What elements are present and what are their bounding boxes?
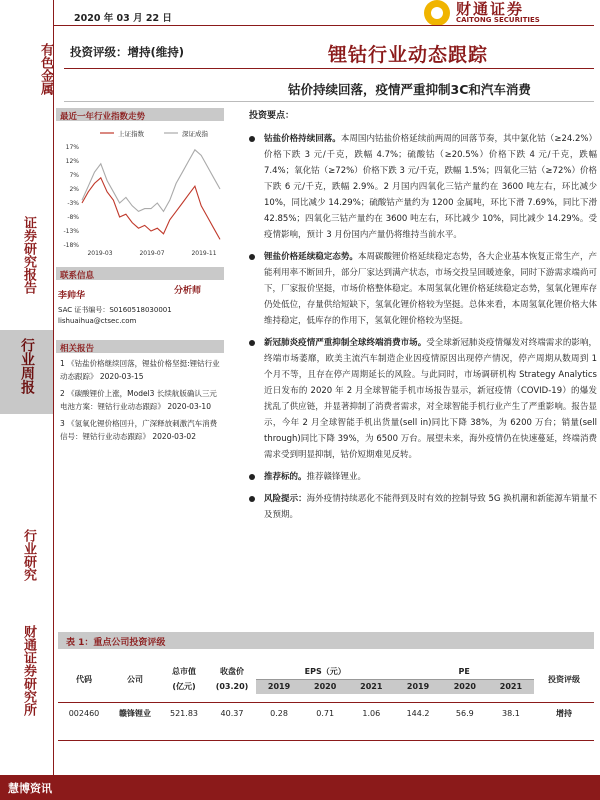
sidebar-research: 行业研究 <box>21 529 36 581</box>
bullet-icon <box>249 496 255 502</box>
y-tick-label: -18% <box>63 242 79 249</box>
bullet-icon <box>249 340 255 346</box>
col-close-date: (03.20) <box>215 682 249 691</box>
key-points-column <box>247 108 597 529</box>
col-year: 2019 <box>394 679 441 694</box>
index-chart-heading: 最近一年行业指数走势 <box>56 108 224 121</box>
key-point-title: 锂盐价格延续稳定态势。 <box>264 252 358 262</box>
related-reports-list <box>56 353 224 447</box>
x-tick-label: 2019-11 <box>191 250 217 257</box>
key-point <box>247 249 597 329</box>
cell-close: 40.37 <box>220 708 244 718</box>
sac-cert: SAC 证书编号：S0160518030001 <box>58 306 172 314</box>
key-point <box>247 131 597 243</box>
key-point-text: 受全球新冠肺炎疫情爆发对终端需求的影响，终端市场萎靡，欧美主流汽车制造企业因疫情原因出现停产情况，停产周期从数周到 1 个月不等，且存在停产周期延长的风险。与此同时，市场调研机构 Strategy Analytics 近日发布的 2020 年 2 月全球智能手机市场报告显示，新冠疫情（COVID-19）的爆发扰乱了供应链，并显著抑制了消费者需求，对全球智能手机行业产生了严重影响。报告显示，今年 2 月全球智能手机出货量(sell in)同比下降 38%，为 6200 万台；销量(sell through)同比下降 39%，为 6500 万台。展望未来，海外疫情仍在快速蔓延，终端消费需求受到明显抑制，钴价短期难见反转。 <box>264 338 597 460</box>
subtitle-divider <box>64 101 594 102</box>
footer-watermark: 慧博资讯 <box>8 782 52 795</box>
investment-rating: 投资评级：增持(维持) <box>70 45 185 59</box>
cell-eps: 0.28 <box>270 708 288 718</box>
legend-label-sh: 上证指数 <box>118 130 144 138</box>
y-tick-label: 17% <box>65 144 79 151</box>
sidebar-weekly: 行业周报 <box>0 330 54 414</box>
page-subtitle: 钴价持续回落，疫情严重抑制3C和汽车消费 <box>288 82 531 97</box>
cell-pe: 144.2 <box>406 708 430 718</box>
related-report-item[interactable]: 3 《氢氧化锂价格回升，广深释放刺激汽车消费信号：锂钴行业动态跟踪》 2020-03-02 <box>60 419 218 441</box>
col-year: 2020 <box>442 679 488 694</box>
x-tick-label: 2019-07 <box>139 250 165 257</box>
table-row <box>58 702 594 724</box>
y-tick-label: 7% <box>69 172 79 179</box>
report-date: 2020 年 03 月 22 日 <box>74 13 172 24</box>
page-title: 锂钴行业动态跟踪 <box>328 44 489 66</box>
y-tick-label: -8% <box>67 214 79 221</box>
legend-label-sz: 深证成指 <box>182 130 208 138</box>
key-point <box>247 335 597 463</box>
y-tick-label: -3% <box>67 200 79 207</box>
cell-mcap: 521.83 <box>170 708 198 718</box>
bullet-icon <box>249 136 255 142</box>
col-rating: 投资评级 <box>548 674 580 684</box>
sidebar-divider <box>53 0 54 775</box>
col-year: 2021 <box>488 679 534 694</box>
cell-eps: 0.71 <box>316 708 335 718</box>
key-point <box>247 491 597 523</box>
key-point-title: 推荐标的。 <box>264 472 307 482</box>
key-point-text: 推荐赣锋锂业。 <box>306 472 367 482</box>
y-tick-label: 2% <box>69 186 79 193</box>
analyst-name: 李帅华 <box>58 291 86 301</box>
related-report-item[interactable]: 1 《钴盐价格继续回落，锂盐价格坚挺:锂钴行业动态跟踪》 2020-03-15 <box>60 359 220 381</box>
cell-company: 赣锋锂业 <box>119 708 151 718</box>
col-code: 代码 <box>76 674 92 684</box>
index-chart-svg <box>56 121 224 263</box>
logo-english: CAITONG SECURITIES <box>456 16 540 24</box>
bullet-icon <box>249 474 255 480</box>
col-eps: EPS（元） <box>256 664 394 679</box>
contact-heading: 联系信息 <box>56 267 224 280</box>
key-point-title: 钴盐价格持续回落。 <box>264 134 341 144</box>
key-point <box>247 469 597 485</box>
related-reports-heading: 相关报告 <box>56 340 224 353</box>
stock-table-heading: 表 1：重点公司投资评级 <box>58 632 594 649</box>
index-chart <box>56 121 224 263</box>
cell-pe: 56.9 <box>455 708 474 718</box>
analyst-title: 分析师 <box>174 286 202 296</box>
key-points-heading: 投资要点： <box>249 111 295 121</box>
col-mcap: 总市值 <box>172 667 196 676</box>
title-divider <box>64 68 594 69</box>
sidebar-industry: 有色金属 <box>38 43 53 95</box>
col-year: 2019 <box>256 679 302 694</box>
col-year: 2021 <box>348 679 394 694</box>
cell-pe: 38.1 <box>502 708 520 718</box>
sidebar-institute: 财通证券研究所 <box>21 624 36 716</box>
cell-rating: 增持 <box>556 708 572 718</box>
related-report-item[interactable]: 2 《碳酸锂价上涨，Model3 长续航版确认三元电池方案：锂钴行业动态跟踪》 2020-03-10 <box>60 389 217 411</box>
cell-code: 002460 <box>68 708 100 718</box>
stock-table <box>58 664 594 724</box>
col-company: 公司 <box>127 674 143 684</box>
logo-name: 财通证券 <box>456 0 525 18</box>
key-point-title: 风险提示： <box>264 494 307 504</box>
key-point-title: 新冠肺炎疫情严重抑制全球终端消费市场。 <box>264 338 427 348</box>
key-point-text: 本周碳酸锂价格延续稳定态势，各大企业基本恢复正常生产，产能利用率不断回升，部分厂家达到满产状态，市场交投呈回暖迹象，同时下游需求端尚可下，厂家报价坚挺，市场价格整体稳定。本周氢氧化锂价格延续稳定态势，氢氧化锂库存仍处低位，存量供给短缺下，氢氧化锂价格较为坚挺。总体来看，本周氢氧化锂价格大体维持稳定，低库存的作用下，氢氧化锂价格较为坚挺。 <box>264 252 597 326</box>
left-column <box>56 108 224 447</box>
sidebar <box>0 0 54 775</box>
bullet-icon <box>249 254 255 260</box>
sidebar-report-type: 证券研究报告 <box>21 216 36 294</box>
header-divider <box>54 25 594 26</box>
col-close: 收盘价 <box>220 667 244 676</box>
col-mcap-unit: (亿元) <box>172 682 196 691</box>
footer-bar <box>0 775 600 800</box>
table-bottom-divider <box>58 740 594 741</box>
col-year: 2020 <box>302 679 348 694</box>
logo-icon <box>424 0 450 26</box>
x-tick-label: 2019-03 <box>87 250 113 257</box>
key-point-text: 海外疫情持续恶化不能得到及时有效的控制导致 5G 换机潮和新能源车销量不及预期。 <box>264 494 597 520</box>
y-tick-label: 12% <box>65 158 79 165</box>
key-point-text: 本周国内钴盐价格延续前两周的回落节奏，其中氯化钴（≥24.2%）价格下跌 3 元/千克，跌幅 4.7%；硫酸钴（≥20.5%）价格下跌 4 元/千克，跌幅 7.4%；氧化钴（≥72%）价格下跌 3 元/千克，跌幅 1.5%；四氧化三钴（≥72%）价格下跌 6 元/千克，跌幅 2.9%。2 月国内四氧化三钴产量约在 3600 吨左右，环比减少 10%，同比减少 14.29%；硫酸钴产量约为 1200 金属吨，环比下滑 7.69%，同比下滑 42.85%；四氧化三钴产量约在 3600 吨左右，环比减少 10%，同比减少 14.29%。受疫情影响，预计 3 月份国内产量仍将维持当前水平。 <box>264 134 597 240</box>
cell-eps: 1.06 <box>362 708 381 718</box>
y-tick-label: -13% <box>63 228 79 235</box>
col-pe: PE <box>394 664 534 679</box>
contact-block <box>56 280 224 332</box>
analyst-email[interactable]: lishuaihua@ctsec.com <box>58 317 137 325</box>
series-line <box>82 150 220 212</box>
